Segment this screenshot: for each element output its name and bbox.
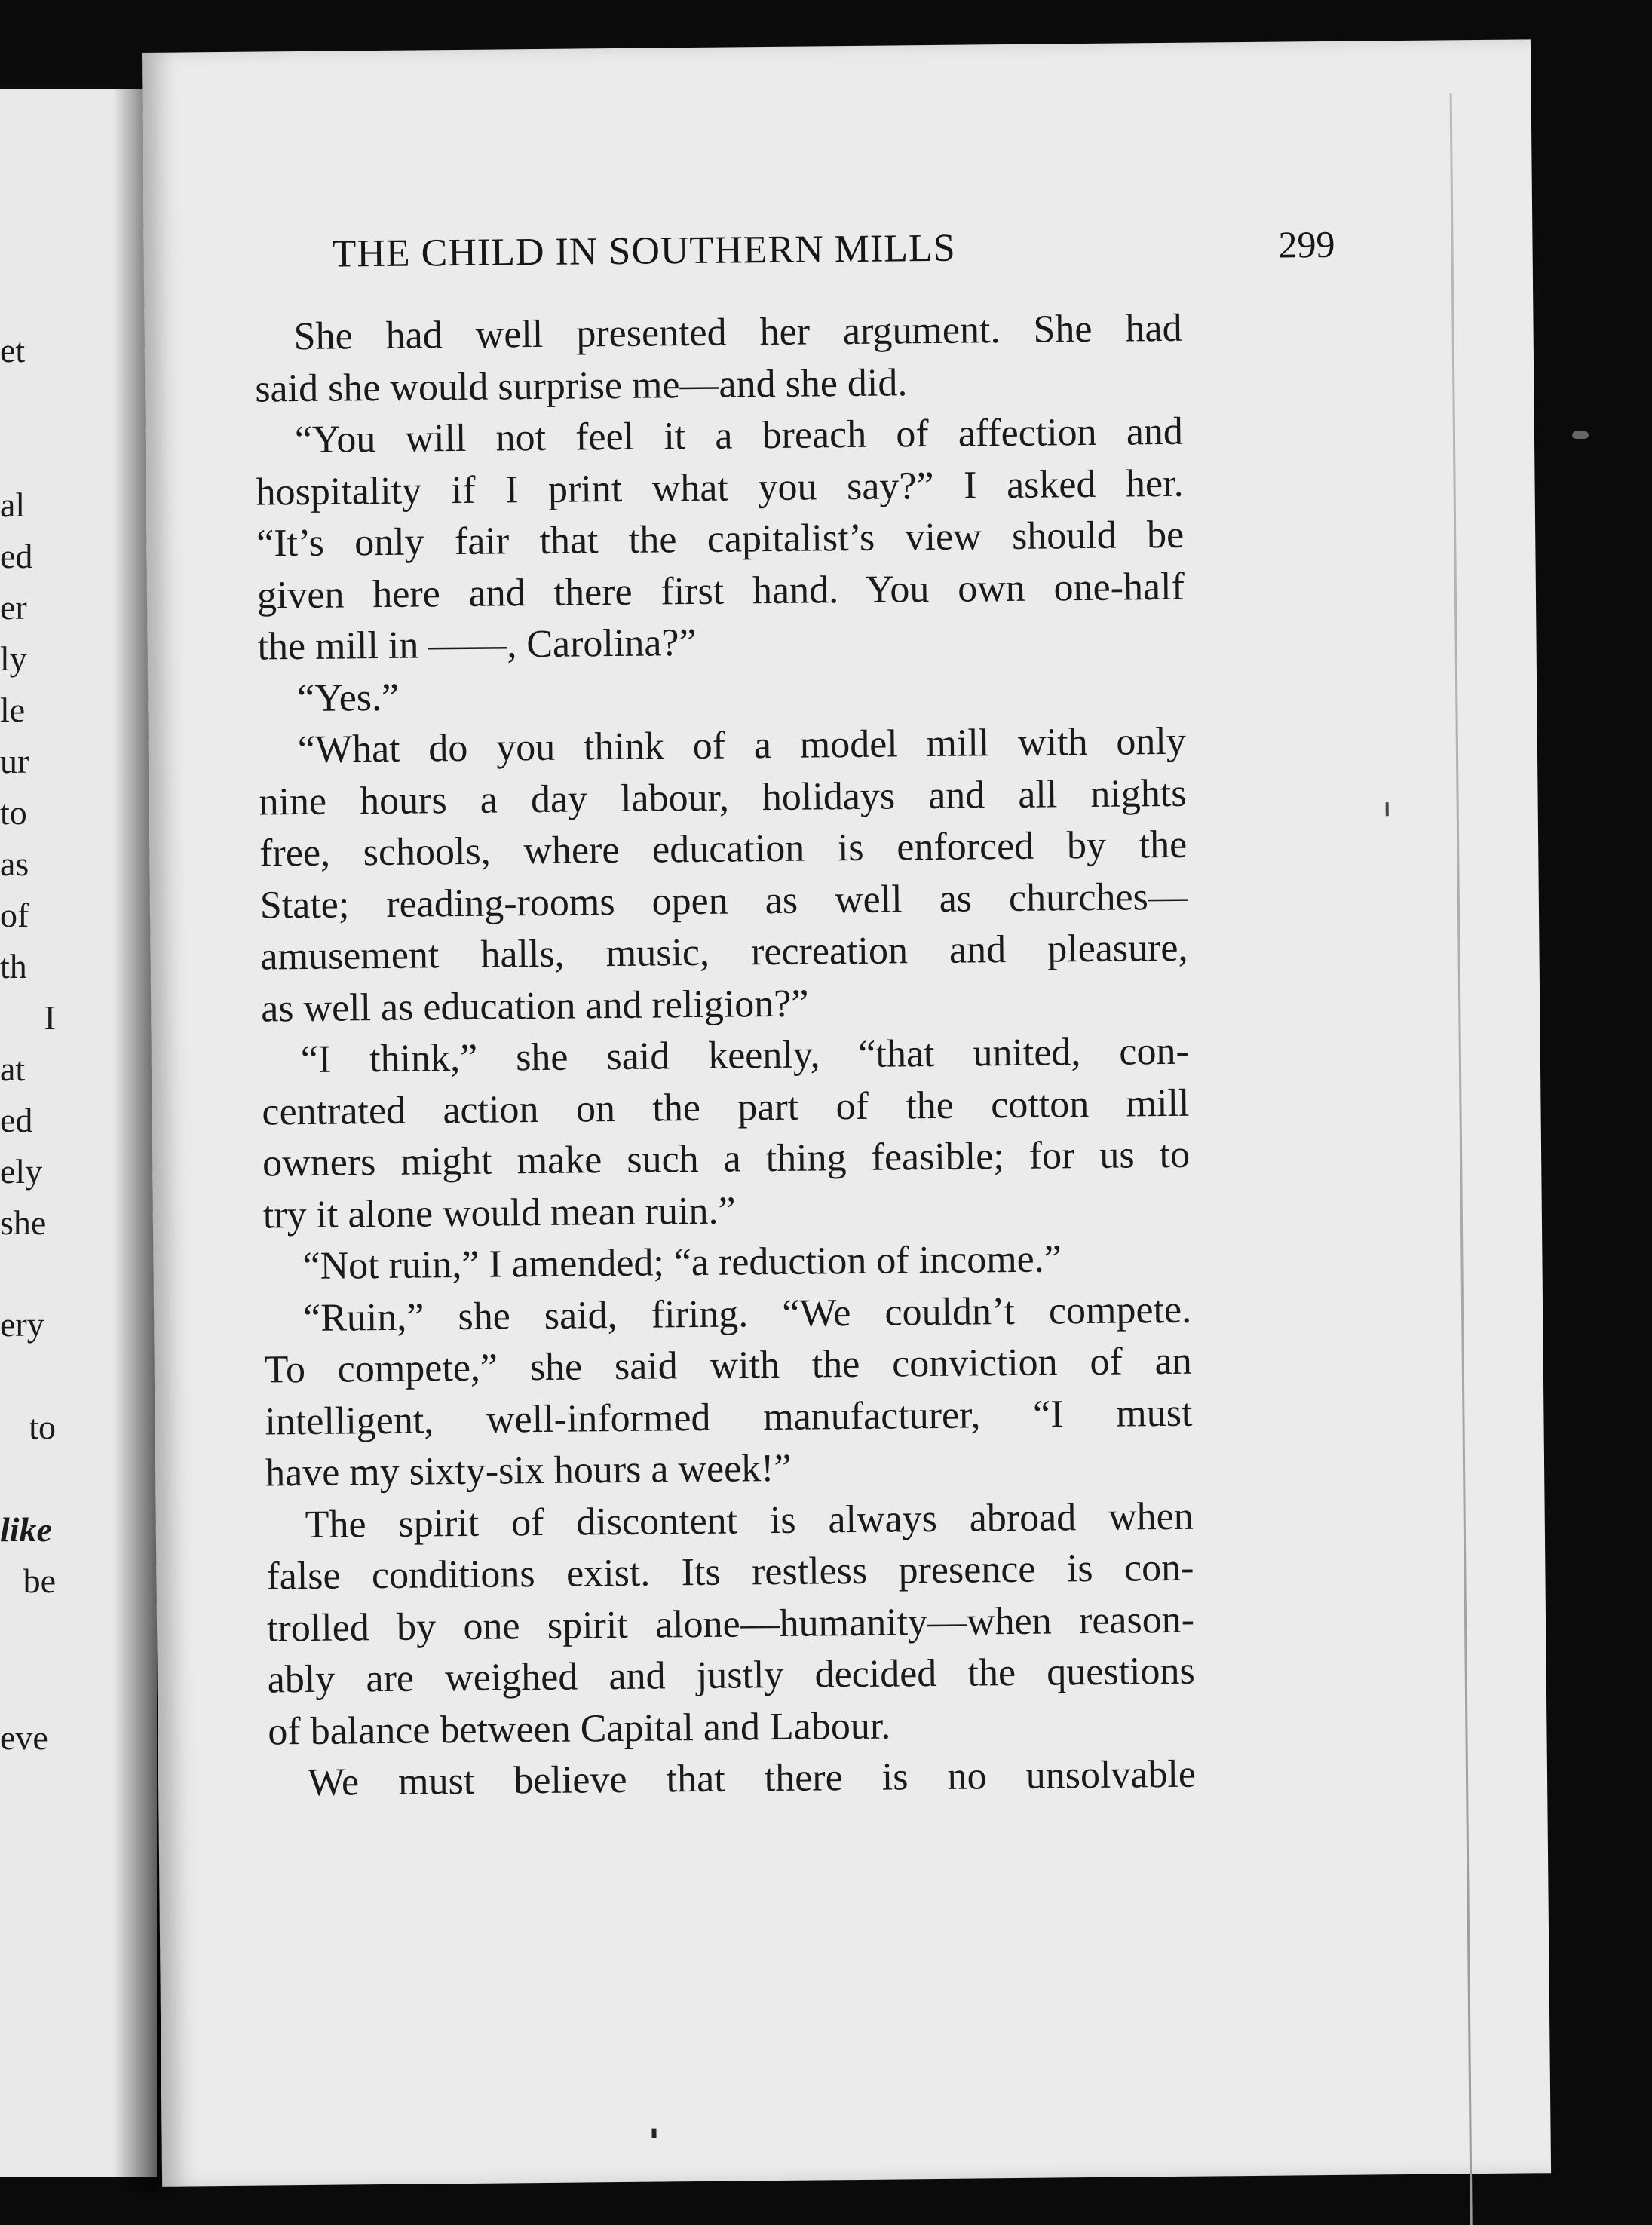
text-line: “Not ruin,” I amended; “a reduction of income.” <box>302 1237 1062 1289</box>
text-line: said she would surprise me—and she did. <box>255 360 908 411</box>
text-line: State; reading-rooms open as well as churches— <box>259 875 1188 927</box>
facing-page-text: er <box>0 588 27 627</box>
text-line: “Ruin,” she said, firing. “We couldn’t compete. <box>302 1288 1192 1340</box>
facing-page-text: at <box>0 1050 26 1088</box>
text-line: We must believe that there is no unsolvable <box>307 1752 1197 1804</box>
text-line: “I think,” she said keenly, “that united, con- <box>300 1029 1190 1082</box>
text-line: “You will not feel it a breach of affection and <box>294 409 1184 462</box>
text-line: amusement halls, music, recreation and pleasure, <box>260 926 1188 979</box>
facing-page-text: as <box>0 844 29 883</box>
facing-page-text: like <box>0 1510 52 1549</box>
facing-page-text: ely <box>0 1152 43 1191</box>
text-line: ably are weighed and justly decided the questions <box>267 1649 1195 1702</box>
facing-page-text: she <box>0 1203 47 1242</box>
text-line: hospitality if I print what you say?” I asked her. <box>256 461 1184 514</box>
facing-page-text: I <box>44 998 56 1037</box>
page-edge <box>1450 93 1473 2225</box>
facing-page-text: et <box>0 331 26 369</box>
text-line: nine hours a day labour, holidays and all nights <box>259 771 1187 824</box>
text-line: try it alone would mean ruin.” <box>262 1189 736 1237</box>
text-line: “Yes.” <box>296 676 400 720</box>
facing-page-text: th <box>0 947 27 985</box>
facing-page-text: ed <box>0 537 33 575</box>
text-line: “It’s only fair that the capitalist’s view should be <box>256 513 1185 565</box>
text-line: free, schools, where education is enforced by the <box>259 823 1188 875</box>
running-head <box>332 222 1335 277</box>
text-line: as well as education and religion?” <box>260 982 809 1031</box>
text-line: given here and there first hand. You own one-half <box>256 565 1185 618</box>
facing-page-text: le <box>0 691 26 729</box>
scan-speck <box>1386 802 1389 816</box>
page-number: 299 <box>1278 222 1335 266</box>
scan-speck <box>1572 431 1589 439</box>
facing-page-text: to <box>29 1408 56 1446</box>
text-line: have my sixty-six hours a week!” <box>265 1446 792 1495</box>
facing-page-text: ly <box>0 639 27 678</box>
text-line: She had well presented her argument. She had <box>293 306 1182 359</box>
facing-page-text: be <box>23 1561 56 1600</box>
facing-page-text: of <box>0 896 29 934</box>
facing-page-text: al <box>0 486 26 524</box>
book-page <box>142 39 1551 2187</box>
text-line: false conditions exist. Its restless presence is con- <box>266 1546 1194 1598</box>
text-line: The spirit of discontent is always abroad when <box>305 1494 1194 1546</box>
facing-page-text: ery <box>0 1305 44 1344</box>
body-text <box>254 303 1196 1810</box>
facing-page-text: eve <box>0 1718 48 1757</box>
text-line: centrated action on the part of the cotton mill <box>262 1081 1190 1134</box>
text-line: intelligent, well-informed manufacturer, “I must <box>265 1391 1193 1444</box>
text-line: owners might make such a thing feasible; for us to <box>262 1132 1191 1185</box>
text-line: To compete,” she said with the conviction of an <box>264 1339 1192 1392</box>
facing-page-text: to <box>0 793 27 832</box>
text-line: the mill in ——, Carolina?” <box>257 621 697 669</box>
scan-speck <box>651 2129 656 2138</box>
running-head-title: THE CHILD IN SOUTHERN MILLS <box>332 226 956 276</box>
text-line: of balance between Capital and Labour. <box>268 1704 891 1753</box>
text-line: “What do you think of a model mill with only <box>297 719 1187 772</box>
facing-page-text: ur <box>0 742 29 780</box>
text-line: trolled by one spirit alone—humanity—when reason- <box>266 1598 1195 1650</box>
facing-page-text: ed <box>0 1101 33 1139</box>
